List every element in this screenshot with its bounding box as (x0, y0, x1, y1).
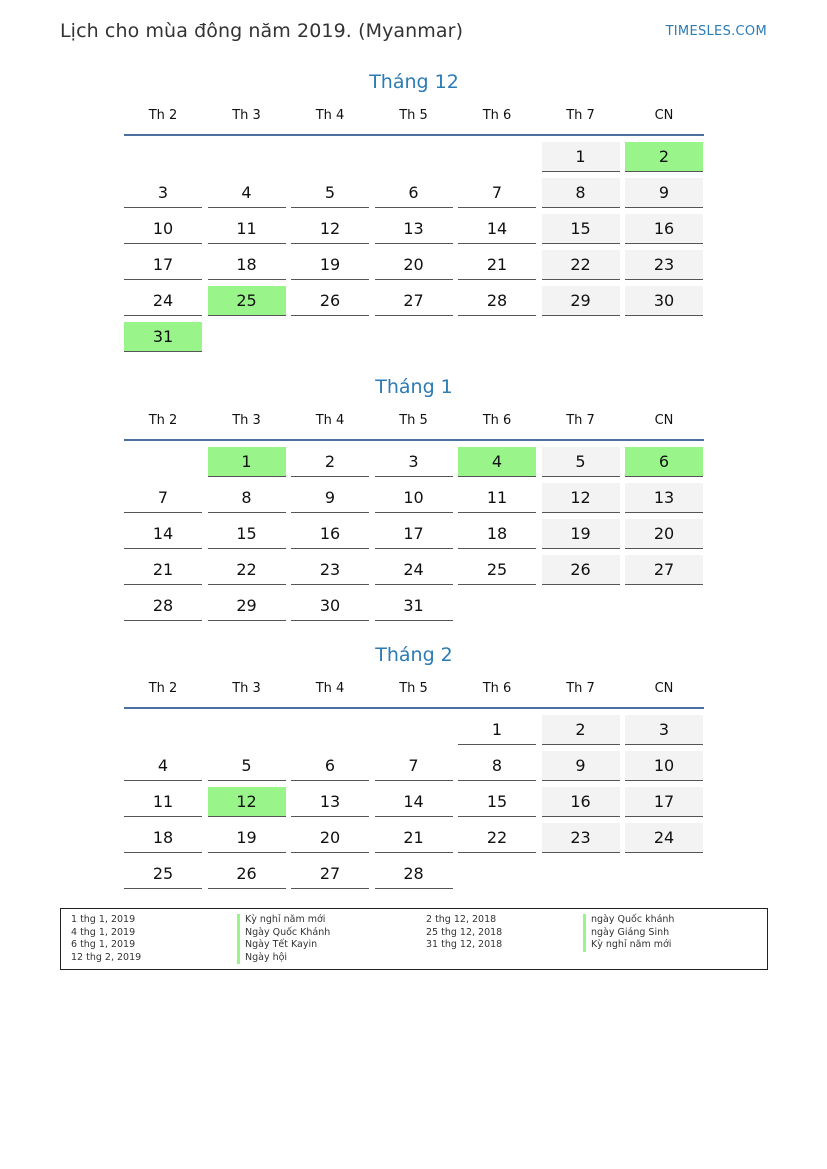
day-cell: 16 (625, 214, 703, 244)
day-cell: 8 (458, 751, 536, 781)
holiday-day-cell: 4 (458, 447, 536, 477)
day-cell: 10 (124, 214, 202, 244)
day-cell: 7 (124, 483, 202, 513)
day-cell: 10 (375, 483, 453, 513)
weekday-label: Th 2 (148, 413, 178, 428)
legend-date: 2 thg 12, 2018 (426, 914, 497, 925)
day-cell: 20 (291, 823, 369, 853)
weekday-label: Th 6 (482, 413, 512, 428)
month-title: Tháng 1 (375, 376, 453, 398)
day-cell: 15 (458, 787, 536, 817)
day-cell: 28 (458, 286, 536, 316)
day-cell: 27 (375, 286, 453, 316)
empty-cell (458, 142, 536, 172)
day-cell: 14 (375, 787, 453, 817)
day-cell: 14 (124, 519, 202, 549)
day-cell: 18 (124, 823, 202, 853)
legend-holiday-name: Kỳ nghỉ năm mới (583, 939, 674, 952)
weekday-label: Th 5 (399, 681, 428, 696)
weekday-label: Th 4 (315, 108, 345, 123)
day-cell: 19 (291, 250, 369, 280)
weekday-label: CN (654, 108, 674, 123)
day-cell: 27 (291, 859, 369, 889)
weekday-header (124, 679, 704, 709)
legend-left-dates (71, 914, 141, 964)
weekday-label: Th 7 (566, 413, 595, 428)
day-cell: 21 (124, 555, 202, 585)
legend-date: 31 thg 12, 2018 (426, 939, 503, 951)
empty-cell (208, 142, 286, 172)
day-cell: 11 (458, 483, 536, 513)
day-cell: 26 (542, 555, 620, 585)
day-cell: 5 (542, 447, 620, 477)
day-cell: 19 (542, 519, 620, 549)
empty-cell (291, 715, 369, 745)
day-cell: 20 (375, 250, 453, 280)
weekday-label: Th 3 (232, 413, 261, 428)
day-cell: 15 (542, 214, 620, 244)
day-cell: 13 (625, 483, 703, 513)
weekday-label: Th 6 (482, 108, 512, 123)
day-cell: 30 (625, 286, 703, 316)
day-cell: 17 (124, 250, 202, 280)
day-cell: 6 (375, 178, 453, 208)
day-cell: 26 (291, 286, 369, 316)
day-cell: 8 (542, 178, 620, 208)
legend-right-dates (426, 914, 502, 952)
holiday-legend (60, 908, 768, 970)
weekday-label: CN (654, 413, 674, 428)
day-cell: 27 (625, 555, 703, 585)
day-cell: 3 (625, 715, 703, 745)
day-cell: 20 (625, 519, 703, 549)
holiday-day-cell: 1 (208, 447, 286, 477)
day-cell: 1 (458, 715, 536, 745)
day-cell: 12 (542, 483, 620, 513)
day-cell: 12 (291, 214, 369, 244)
legend-holiday-name: Ngày Quốc Khánh (237, 927, 330, 940)
weekday-label: Th 4 (315, 681, 345, 696)
day-cell: 22 (458, 823, 536, 853)
day-cell: 24 (124, 286, 202, 316)
holiday-day-cell: 2 (625, 142, 703, 172)
day-cell: 17 (375, 519, 453, 549)
day-cell: 31 (375, 591, 453, 621)
month-january (124, 373, 704, 621)
day-cell: 29 (542, 286, 620, 316)
weekday-label: Th 2 (148, 108, 178, 123)
holiday-day-cell: 25 (208, 286, 286, 316)
day-cell: 23 (625, 250, 703, 280)
day-cell: 9 (625, 178, 703, 208)
legend-holiday-name: Kỳ nghỉ năm mới (237, 914, 330, 927)
empty-cell (208, 715, 286, 745)
legend-date: 12 thg 2, 2019 (71, 951, 142, 963)
legend-holiday-name: ngày Giáng Sinh (583, 927, 674, 940)
month-december (124, 68, 704, 352)
day-cell: 3 (375, 447, 453, 477)
empty-cell (124, 447, 202, 477)
day-cell: 19 (208, 823, 286, 853)
legend-right-names (583, 914, 674, 952)
day-cell: 2 (542, 715, 620, 745)
day-cell: 5 (291, 178, 369, 208)
weekday-header (124, 106, 704, 136)
legend-date: 25 thg 12, 2018 (426, 926, 503, 938)
weekday-label: Th 7 (566, 108, 595, 123)
day-cell: 18 (208, 250, 286, 280)
day-cell: 16 (291, 519, 369, 549)
day-cell: 5 (208, 751, 286, 781)
day-cell: 25 (124, 859, 202, 889)
empty-cell (124, 715, 202, 745)
day-cell: 7 (458, 178, 536, 208)
day-cell: 21 (458, 250, 536, 280)
weekday-label: Th 5 (399, 108, 428, 123)
legend-date: 6 thg 1, 2019 (71, 939, 136, 951)
month-title: Tháng 12 (369, 71, 459, 93)
day-cell: 9 (542, 751, 620, 781)
holiday-day-cell: 31 (124, 322, 202, 352)
day-cell: 17 (625, 787, 703, 817)
day-cell: 11 (208, 214, 286, 244)
day-cell: 8 (208, 483, 286, 513)
day-cell: 10 (625, 751, 703, 781)
legend-date: 4 thg 1, 2019 (71, 926, 136, 938)
empty-cell (375, 715, 453, 745)
day-cell: 7 (375, 751, 453, 781)
legend-holiday-name: Ngày Tết Kayin (237, 939, 330, 952)
day-cell: 1 (542, 142, 620, 172)
day-cell: 18 (458, 519, 536, 549)
weekday-label: Th 7 (566, 681, 595, 696)
day-cell: 22 (542, 250, 620, 280)
day-cell: 9 (291, 483, 369, 513)
day-cell: 13 (291, 787, 369, 817)
weekday-label: Th 4 (315, 413, 345, 428)
month-title: Tháng 2 (375, 644, 453, 666)
weekday-label: Th 3 (232, 681, 261, 696)
day-cell: 13 (375, 214, 453, 244)
legend-left-names (237, 914, 330, 964)
day-cell: 11 (124, 787, 202, 817)
day-cell: 15 (208, 519, 286, 549)
day-cell: 16 (542, 787, 620, 817)
day-cell: 24 (625, 823, 703, 853)
day-cell: 6 (291, 751, 369, 781)
day-cell: 3 (124, 178, 202, 208)
weekday-label: Th 2 (148, 681, 178, 696)
weekday-label: CN (654, 681, 674, 696)
weekday-label: Th 5 (399, 413, 428, 428)
brand-link[interactable]: TIMESLES.COM (665, 24, 767, 39)
day-cell: 4 (124, 751, 202, 781)
day-cell: 23 (291, 555, 369, 585)
page-title: Lịch cho mùa đông năm 2019. (Myanmar) (60, 20, 464, 42)
weekday-header (124, 411, 704, 441)
month-february (124, 641, 704, 889)
day-cell: 29 (208, 591, 286, 621)
empty-cell (124, 142, 202, 172)
legend-date: 1 thg 1, 2019 (71, 914, 136, 925)
day-grid (124, 715, 704, 889)
day-grid (124, 142, 704, 352)
empty-cell (375, 142, 453, 172)
day-cell: 21 (375, 823, 453, 853)
day-cell: 4 (208, 178, 286, 208)
day-cell: 28 (375, 859, 453, 889)
holiday-day-cell: 6 (625, 447, 703, 477)
legend-holiday-name: ngày Quốc khánh (583, 914, 674, 927)
holiday-day-cell: 12 (208, 787, 286, 817)
day-cell: 22 (208, 555, 286, 585)
day-cell: 2 (291, 447, 369, 477)
day-cell: 26 (208, 859, 286, 889)
weekday-label: Th 6 (482, 681, 512, 696)
day-cell: 14 (458, 214, 536, 244)
empty-cell (291, 142, 369, 172)
day-cell: 23 (542, 823, 620, 853)
day-grid (124, 447, 704, 621)
day-cell: 28 (124, 591, 202, 621)
day-cell: 25 (458, 555, 536, 585)
day-cell: 24 (375, 555, 453, 585)
legend-holiday-name: Ngày hội (237, 952, 330, 965)
weekday-label: Th 3 (232, 108, 261, 123)
day-cell: 30 (291, 591, 369, 621)
